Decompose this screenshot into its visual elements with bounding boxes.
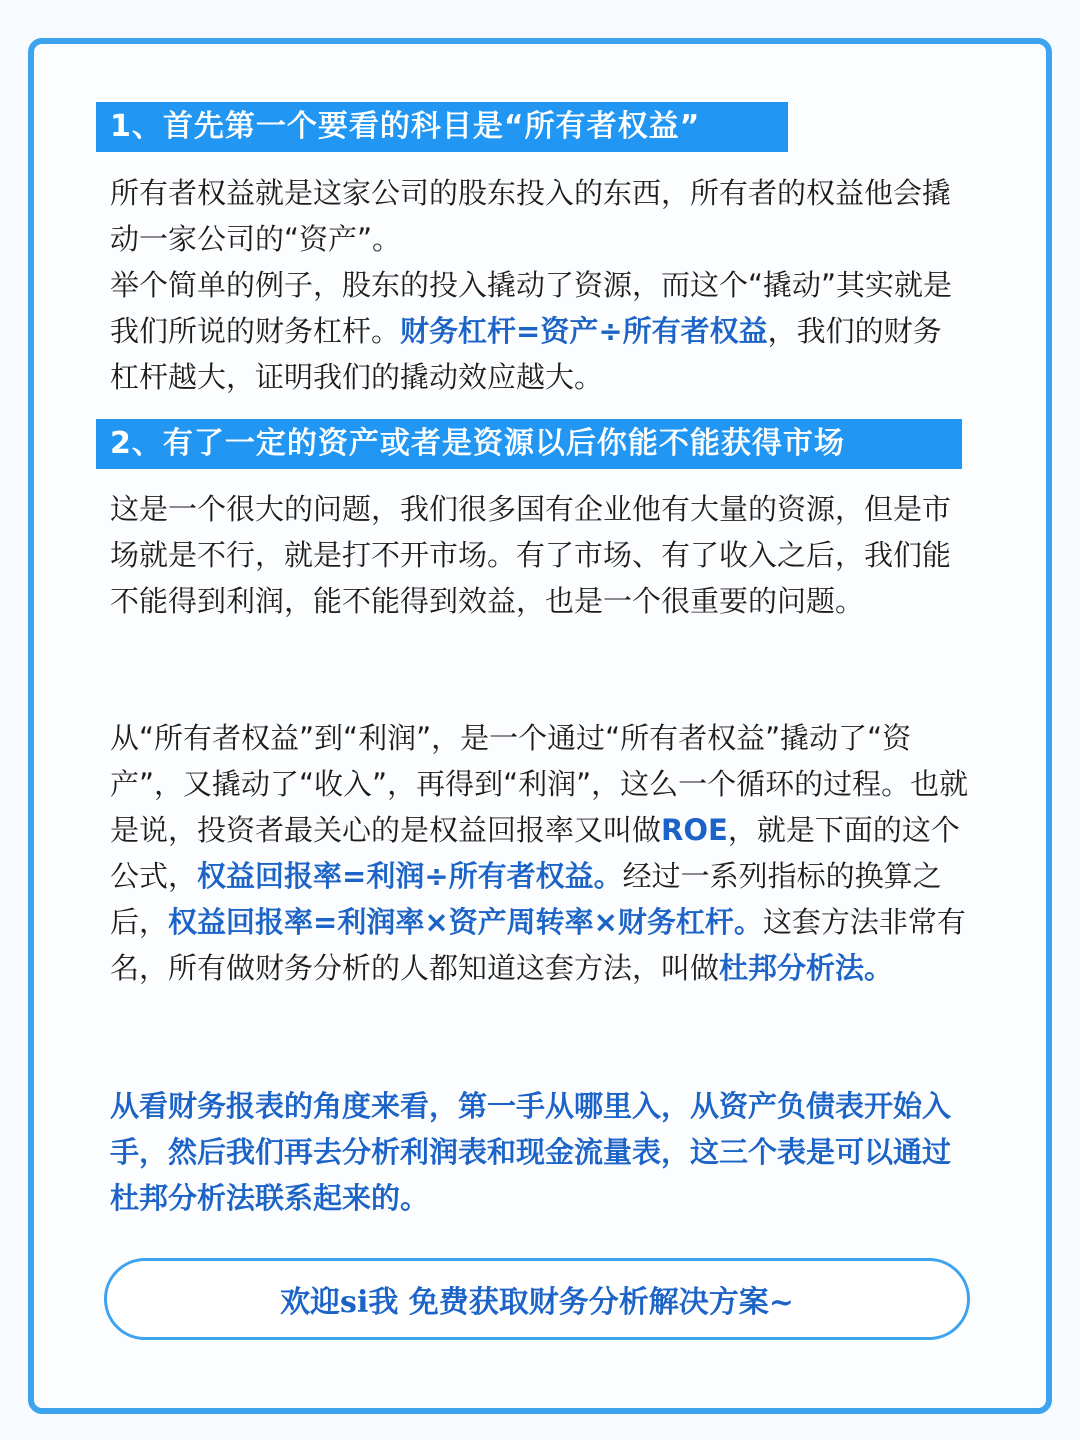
section-2-paragraph: 这是一个很大的问题，我们很多国有企业他有大量的资源，但是市场就是不行，就是打不开市场。有了市场、有了收入之后，我们能不能得到利润，能不能得到效益，也是一个很重要的问题。 — [110, 492, 952, 618]
roe-term: ROE — [661, 813, 728, 847]
section-3-text-3: 经过一系列指标的换算之后， — [110, 859, 942, 939]
section-3-paragraph — [110, 715, 970, 991]
dupont-formula: 权益回报率=利润率×资产周转率×财务杠杆。 — [168, 905, 763, 939]
section-4-paragraph: 从看财务报表的角度来看，第一手从哪里入，从资产负债表开始入手，然后我们再去分析利润表和现金流量表，这三个表是可以通过杜邦分析法联系起来的。 — [110, 1089, 952, 1215]
section-1-text-1: 所有者权益就是这家公司的股东投入的东西，所有者的权益他会撬动一家公司的“资产”。 — [110, 176, 952, 256]
roe-formula: 权益回报率=利润÷所有者权益。 — [197, 859, 623, 893]
dupont-method-term: 杜邦分析法。 — [719, 951, 894, 985]
section-3-text-2: ，就是下面的这个公式， — [110, 813, 960, 893]
section-1-text-3: ，我们的财务杠杆越大，证明我们的撬动效应越大。 — [110, 314, 942, 394]
cta-label: 欢迎si我 免费获取财务分析解决方案~ — [280, 1285, 794, 1320]
section-3-text-4: 这套方法非常有名，所有做财务分析的人都知道这套方法，叫做 — [110, 905, 966, 985]
section-1-heading: 1、首先第一个要看的科目是“所有者权益” — [96, 102, 788, 152]
section-3-text-1: 从“所有者权益”到“利润”，是一个通过“所有者权益”撬动了“资产”，又撬动了“收入”，再得到“利润”，这么一个循环的过程。也就是说，投资者最关心的是权益回报率又叫做 — [110, 721, 969, 847]
section-2-heading: 2、有了一定的资产或者是资源以后你能不能获得市场 — [96, 419, 962, 469]
cta-button[interactable] — [104, 1258, 970, 1340]
leverage-formula: 财务杠杆=资产÷所有者权益 — [400, 314, 768, 348]
section-1-text-2: 举个简单的例子，股东的投入撬动了资源，而这个“撬动”其实就是我们所说的财务杠杆。 — [110, 268, 953, 348]
section-1-paragraph — [110, 170, 970, 400]
